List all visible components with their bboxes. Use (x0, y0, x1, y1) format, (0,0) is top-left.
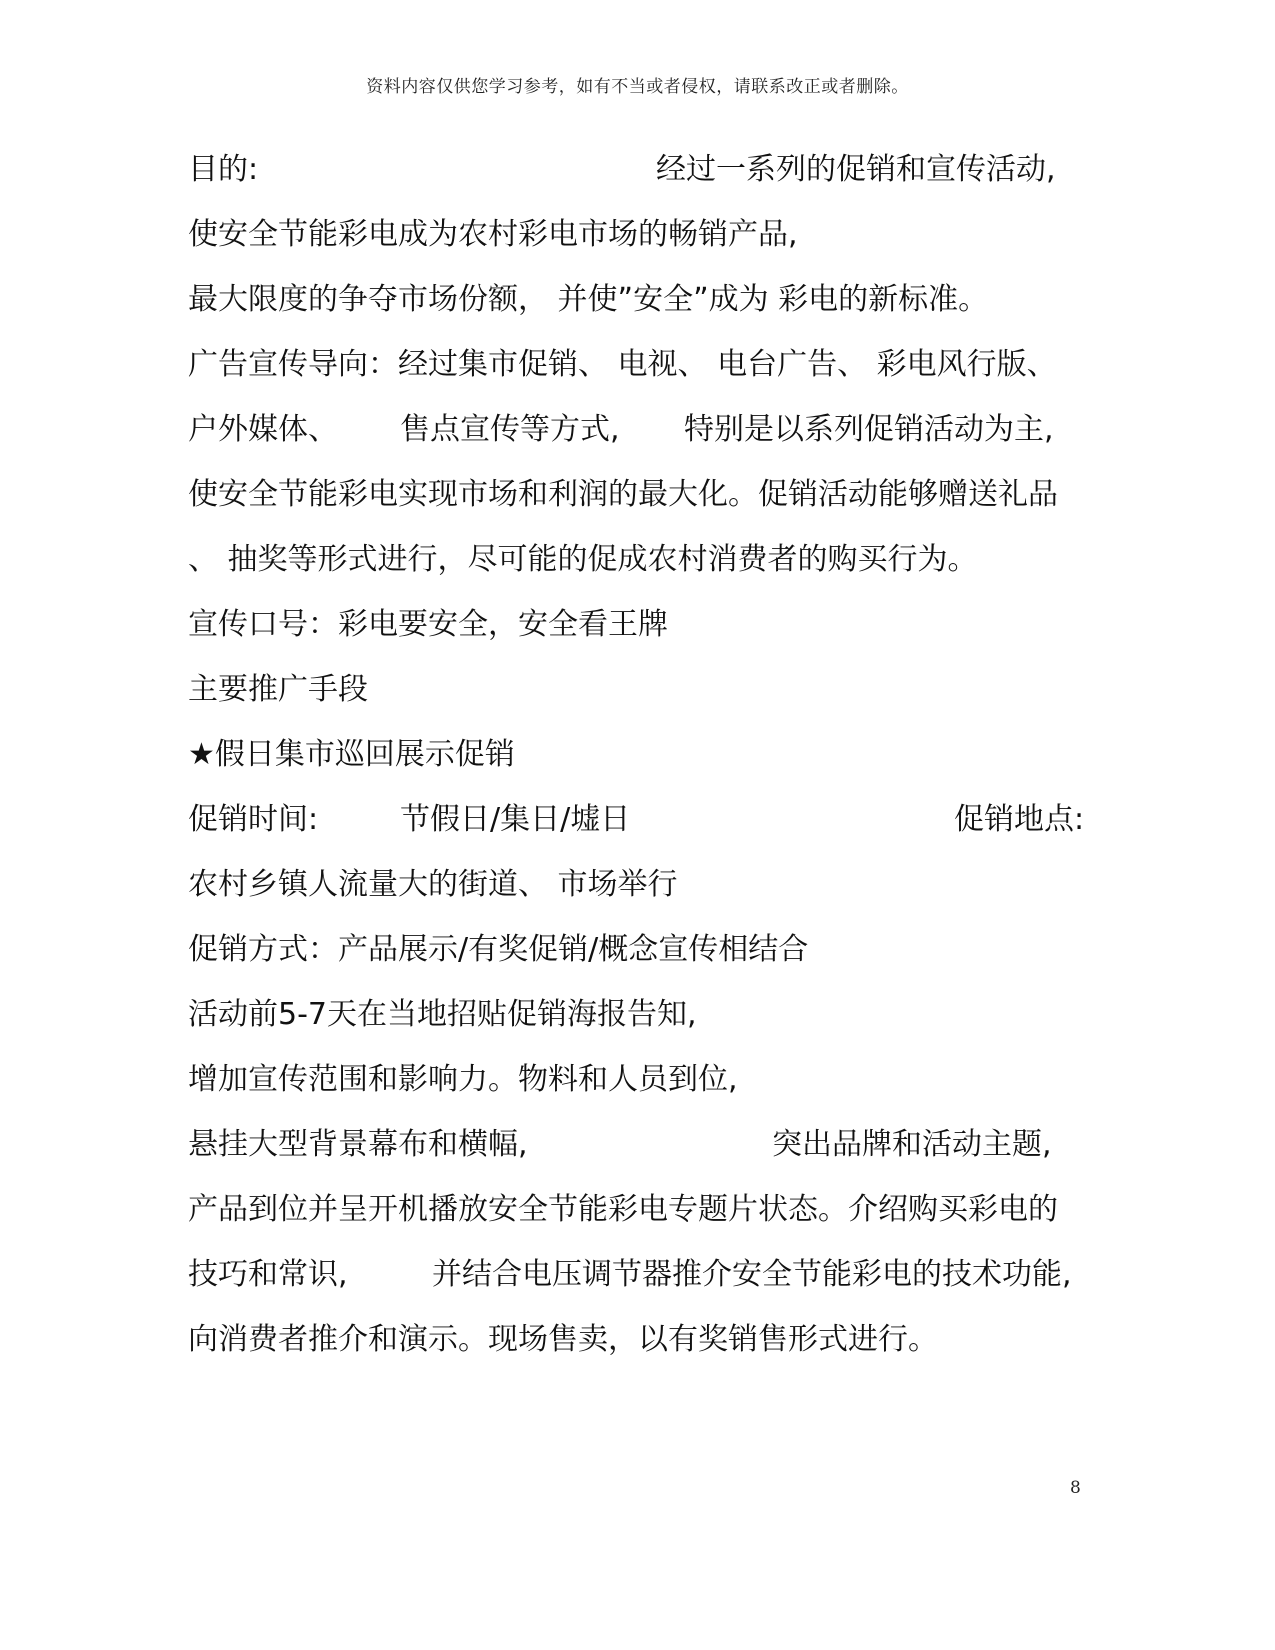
disclaimer-header: 资料内容仅供您学习参考，如有不当或者侵权，请联系改正或者删除。 (366, 77, 909, 97)
text-line-slogan (188, 605, 1088, 645)
text-line (188, 540, 1088, 580)
promo-time-label: 促销时间: (188, 802, 319, 837)
text-segment: 农村乡镇人流量大的街道、 市场举行 (188, 867, 678, 902)
text-line-purpose (188, 150, 1088, 190)
text-segment: 特别是以系列促销活动为主, (684, 412, 1054, 447)
text-line-promo-time (188, 800, 1088, 840)
text-line (188, 1320, 1088, 1360)
text-segment: 向消费者推介和演示。现场售卖，以有奖销售形式进行。 (188, 1322, 938, 1357)
text-segment: 宣传口号：彩电要安全，安全看王牌 (188, 607, 668, 642)
text-line (188, 1060, 1088, 1100)
text-line (188, 995, 1088, 1035)
text-line-promo-method (188, 930, 1088, 970)
text-segment: 售点宣传等方式, (400, 412, 620, 447)
text-segment: 悬挂大型背景幕布和横幅, (188, 1127, 528, 1162)
purpose-text: 经过一系列的促销和宣传活动, (656, 152, 1056, 187)
text-line (188, 410, 1088, 450)
section-heading (188, 670, 1088, 710)
text-line (188, 215, 1088, 255)
text-line-ad-direction (188, 345, 1088, 385)
text-segment: 产品到位并呈开机播放安全节能彩电专题片状态。介绍购买彩电的 (188, 1192, 1058, 1227)
text-segment: 户外媒体、 (188, 412, 338, 447)
text-segment: 使安全节能彩电成为农村彩电市场的畅销产品, (188, 217, 798, 252)
text-segment: 主要推广手段 (188, 672, 368, 707)
text-line (188, 865, 1088, 905)
text-segment: 增加宣传范围和影响力。物料和人员到位, (188, 1062, 738, 1097)
text-segment: 最大限度的争夺市场份额， 并使”安全”成为 彩电的新标准。 (188, 282, 989, 317)
page-number: 8 (1070, 1478, 1081, 1498)
text-segment: 、 抽奖等形式进行，尽可能的促成农村消费者的购买行为。 (188, 542, 978, 577)
text-segment: 突出品牌和活动主题, (772, 1127, 1052, 1162)
text-segment: ★假日集市巡回展示促销 (188, 737, 515, 772)
promo-time-value: 节假日/集日/墟日 (400, 802, 631, 837)
text-segment: 技巧和常识, (188, 1257, 348, 1292)
text-line (188, 1190, 1088, 1230)
text-segment: 使安全节能彩电实现市场和利润的最大化。促销活动能够赠送礼品 (188, 477, 1058, 512)
subsection-heading (188, 735, 1088, 775)
text-line (188, 475, 1088, 515)
text-line (188, 1125, 1088, 1165)
text-segment: 活动前5-7天在当地招贴促销海报告知, (188, 997, 697, 1032)
text-segment: 并结合电压调节器推介安全节能彩电的技术功能, (432, 1257, 1072, 1292)
text-segment: 广告宣传导向：经过集市促销、 电视、 电台广告、 彩电风行版、 (188, 347, 1057, 382)
purpose-label: 目的: (188, 152, 259, 187)
text-line (188, 280, 1088, 320)
text-line (188, 1255, 1088, 1295)
text-segment: 促销方式：产品展示/有奖促销/概念宣传相结合 (188, 932, 809, 967)
promo-location-label: 促销地点: (954, 802, 1085, 837)
